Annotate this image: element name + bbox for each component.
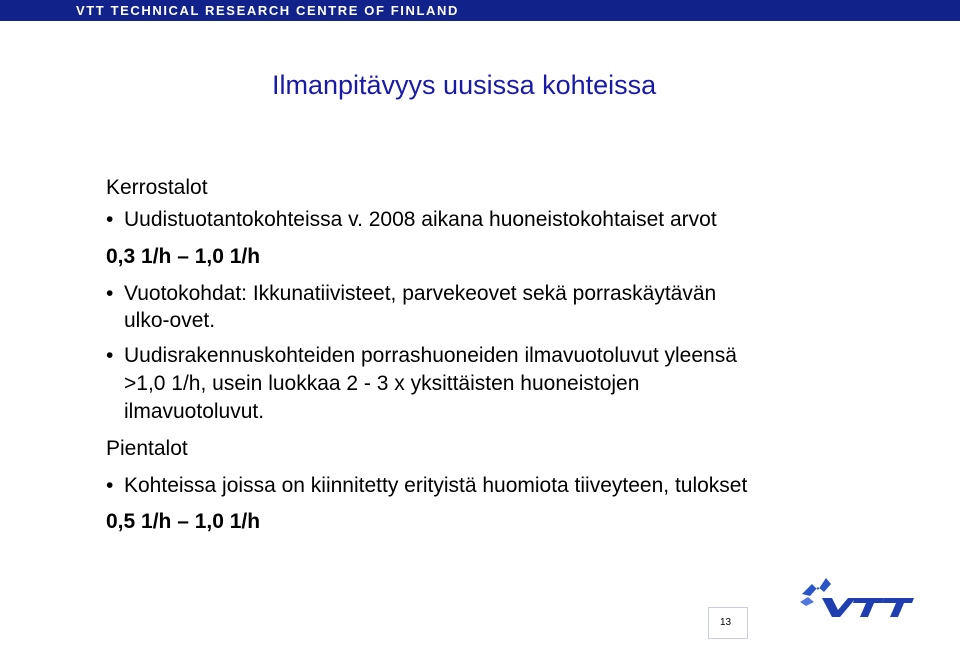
organization-name: VTT TECHNICAL RESEARCH CENTRE OF FINLAND: [76, 3, 459, 18]
page-number: 13: [720, 617, 732, 628]
vtt-logo-letter-t1: [853, 598, 884, 617]
bullet-marker: •: [106, 208, 114, 231]
value-range-kerrostalot: 0,3 1/h – 1,0 1/h: [106, 245, 261, 268]
header-bar: [0, 0, 960, 21]
bullet-porrashuoneet-line1: Uudisrakennuskohteiden porrashuoneiden ilmavuotoluvut yleensä: [124, 344, 737, 367]
bullet-marker: •: [106, 282, 114, 305]
bullet-uudistuotanto: Uudistuotantokohteissa v. 2008 aikana huoneistokohtaiset arvot: [124, 208, 717, 231]
vtt-logo-swoosh: [802, 578, 831, 596]
bullet-kohteissa: Kohteissa joissa on kiinnitetty erityistä huomiota tiiveyteen, tulokset: [124, 474, 748, 497]
bullet-marker: •: [106, 474, 114, 497]
bullet-vuotokohdat-line2: ulko-ovet.: [124, 309, 216, 332]
vtt-logo: [798, 576, 914, 618]
slide-title: Ilmanpitävyys uusissa kohteissa: [272, 70, 657, 100]
section-heading-pientalot: Pientalot: [106, 437, 188, 460]
vtt-logo-accent: [800, 597, 814, 606]
bullet-porrashuoneet-line2: >1,0 1/h, usein luokkaa 2 - 3 x yksittäisten huoneistojen: [124, 372, 640, 395]
vtt-logo-letter-v: [822, 598, 856, 617]
vtt-logo-letter-t2: [882, 598, 914, 617]
section-heading-kerrostalot: Kerrostalot: [106, 176, 208, 199]
value-range-pientalot: 0,5 1/h – 1,0 1/h: [106, 510, 261, 533]
bullet-vuotokohdat-line1: Vuotokohdat: Ikkunatiivisteet, parvekeovet sekä porraskäytävän: [124, 282, 717, 305]
bullet-porrashuoneet-line3: ilmavuotoluvut.: [124, 400, 265, 423]
bullet-marker: •: [106, 344, 114, 367]
